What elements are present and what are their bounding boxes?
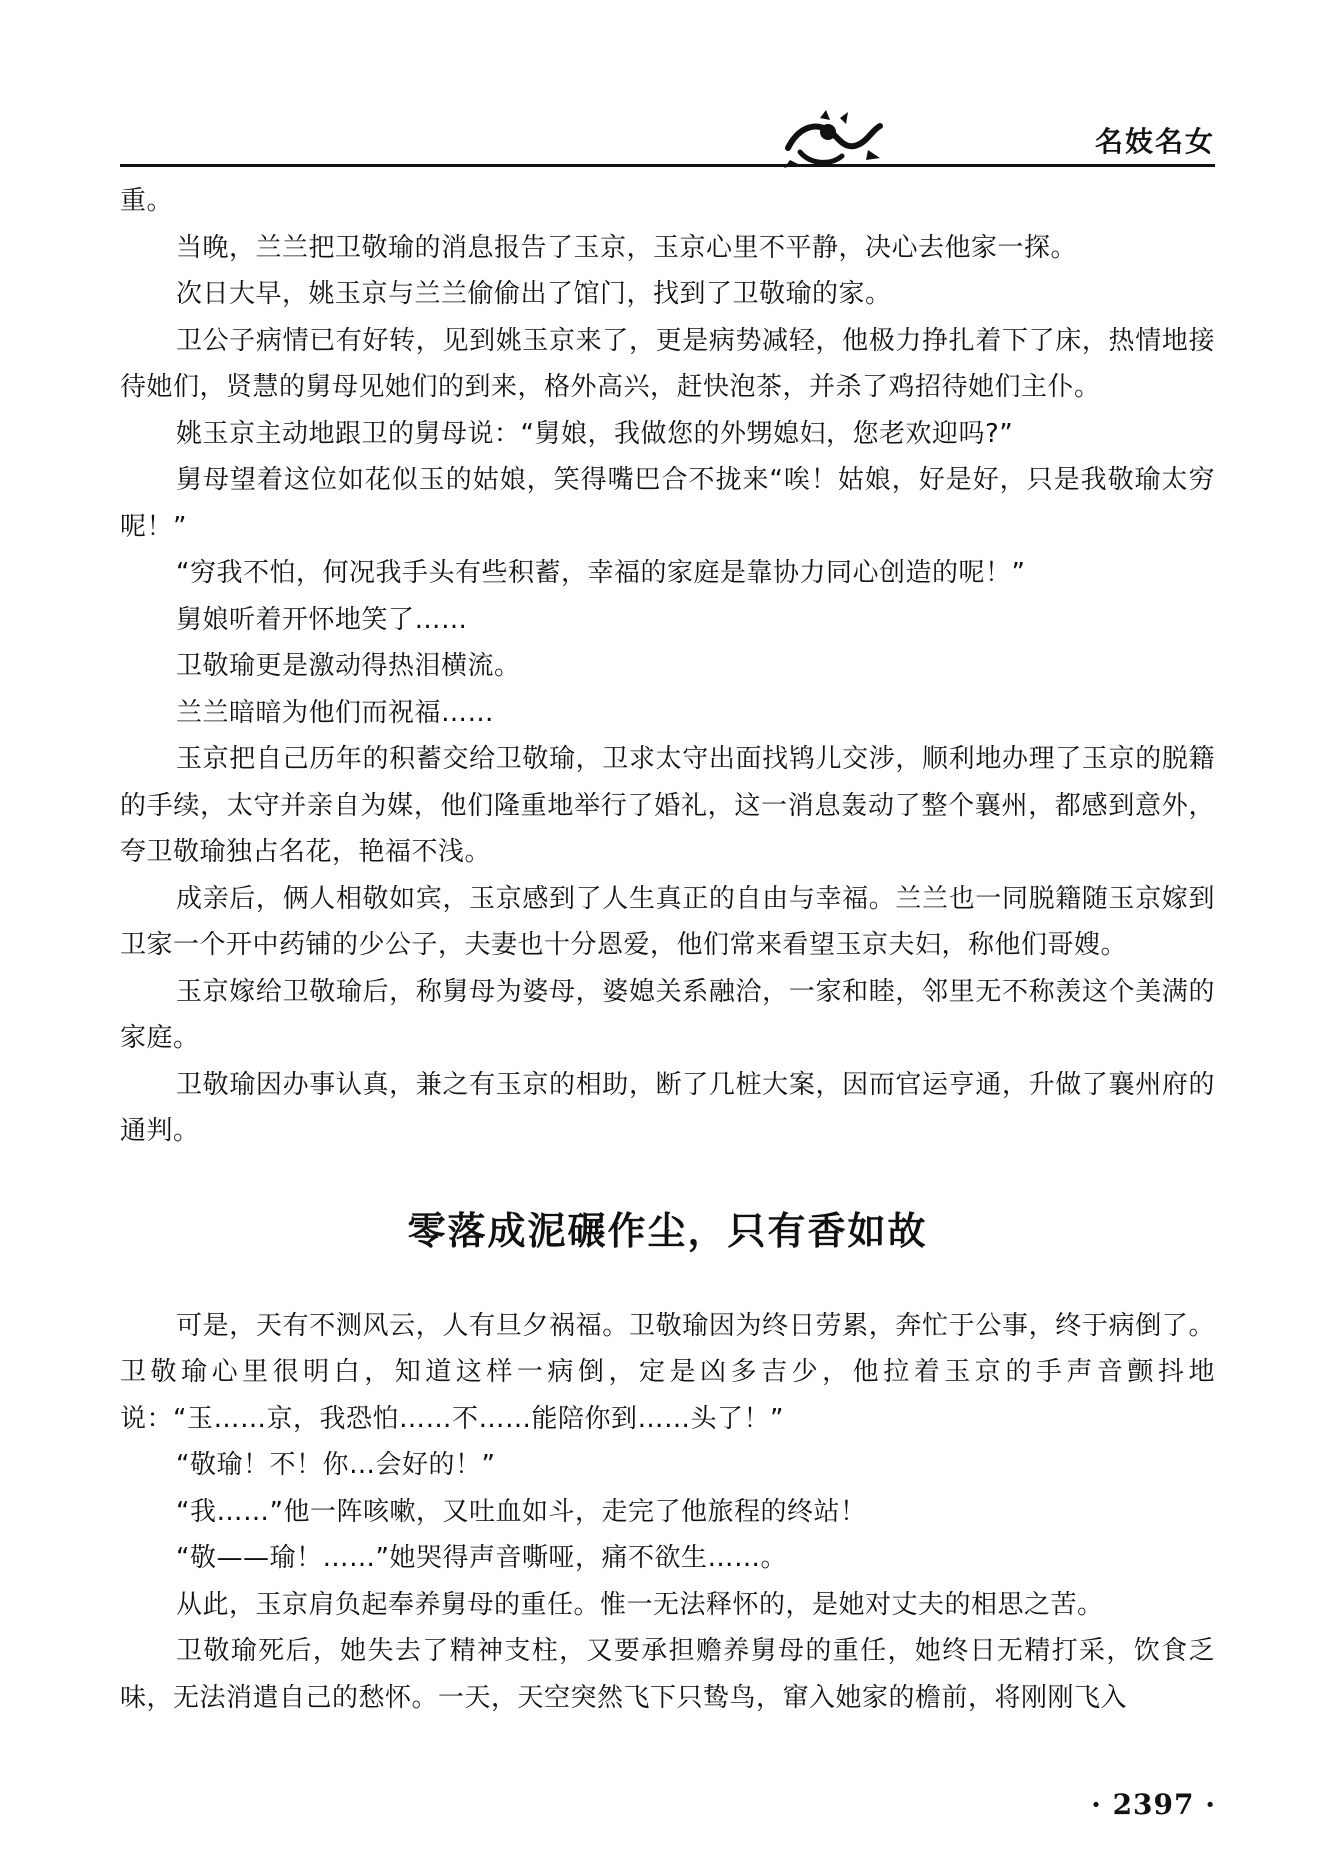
paragraph: 兰兰暗暗为他们而祝福…… bbox=[176, 697, 495, 728]
paragraph: 可是，天有不测风云，人有旦夕祸福。卫敬瑜因为终日劳累，奔忙于公事，终于病倒了。卫敬瑜心里很明白，知道这样一病倒，定是凶多吉少，他拉着玉京的手声音颤抖地说：“玉……京，我恐怕……不……能陪你到……头了！” bbox=[120, 1310, 1215, 1434]
paragraph: 玉京嫁给卫敬瑜后，称舅母为婆母，婆媳关系融洽，一家和睦，邻里无不称羡这个美满的家庭。 bbox=[120, 976, 1215, 1053]
paragraph: 从此，玉京肩负起奉养舅母的重任。惟一无法释怀的，是她对丈夫的相思之苦。 bbox=[176, 1589, 1104, 1620]
paragraph: 重。 bbox=[120, 186, 174, 216]
paragraph: 卫敬瑜更是激动得热泪横流。 bbox=[176, 651, 521, 681]
page-body bbox=[120, 178, 1215, 1721]
paragraph: “敬——瑜！……”她哭得声音嘶哑，痛不欲生……。 bbox=[176, 1543, 787, 1573]
paragraph: 玉京把自己历年的积蓄交给卫敬瑜，卫求太守出面找鸨儿交涉，顺利地办理了玉京的脱籍的手续，太守并亲自为媒，他们隆重地举行了婚礼，这一消息轰动了整个襄州，都感到意外，夸卫敬瑜独占名花，艳福不浅。 bbox=[120, 744, 1215, 867]
section-title: 名妓名女 bbox=[1094, 125, 1215, 158]
paragraph: 成亲后，俩人相敬如宾，玉京感到了人生真正的自由与幸福。兰兰也一同脱籍随玉京嫁到卫家一个开中药铺的少公子，夫妻也十分恩爱，他们常来看望玉京夫妇，称他们哥嫂。 bbox=[120, 883, 1215, 960]
paragraph: 舅娘听着开怀地笑了…… bbox=[176, 604, 468, 635]
page-number: · 2397 · bbox=[1091, 1788, 1216, 1821]
paragraph: 次日大早，姚玉京与兰兰偷偷出了馆门，找到了卫敬瑜的家。 bbox=[176, 279, 892, 309]
paragraph: 卫公子病情已有好转，见到姚玉京来了，更是病势减轻，他极力挣扎着下了床，热情地接待她们，贤慧的舅母见她们的到来，格外高兴，赶快泡茶，并杀了鸡招待她们主仆。 bbox=[120, 325, 1215, 402]
paragraph: “敬瑜！不！你…会好的！” bbox=[176, 1450, 496, 1480]
text-block-part1 bbox=[120, 178, 1215, 1155]
text-block-part2 bbox=[120, 1303, 1215, 1722]
paragraph: “我……”他一阵咳嗽，又吐血如斗，走完了他旅程的终站！ bbox=[176, 1496, 867, 1527]
paragraph: 舅母望着这位如花似玉的姑娘，笑得嘴巴合不拢来“唉！姑娘，好是好，只是我敬瑜太穷呢！” bbox=[120, 465, 1215, 542]
chapter-heading: 零落成泥碾作尘，只有香如故 bbox=[407, 1208, 928, 1253]
header-rule bbox=[120, 164, 1215, 167]
page-header bbox=[120, 108, 1215, 178]
paragraph: 卫敬瑜死后，她失去了精神支柱，又要承担赡养舅母的重任，她终日无精打采，饮食乏味，无法消遣自己的愁怀。一天，天空突然飞下只鸷鸟，窜入她家的檐前，将刚刚飞入 bbox=[120, 1636, 1215, 1713]
paragraph: 姚玉京主动地跟卫的舅母说：“舅娘，我做您的外甥媳妇，您老欢迎吗?” bbox=[176, 418, 1014, 449]
paragraph: “穷我不怕，何况我手头有些积蓄，幸福的家庭是靠协力同心创造的呢！” bbox=[176, 558, 1026, 588]
paragraph: 卫敬瑜因办事认真，兼之有玉京的相助，断了几桩大案，因而官运亨通，升做了襄州府的通判。 bbox=[120, 1069, 1215, 1146]
dragon-logo-icon bbox=[780, 108, 890, 170]
paragraph: 当晚，兰兰把卫敬瑜的消息报告了玉京，玉京心里不平静，决心去他家一探。 bbox=[176, 232, 1078, 263]
